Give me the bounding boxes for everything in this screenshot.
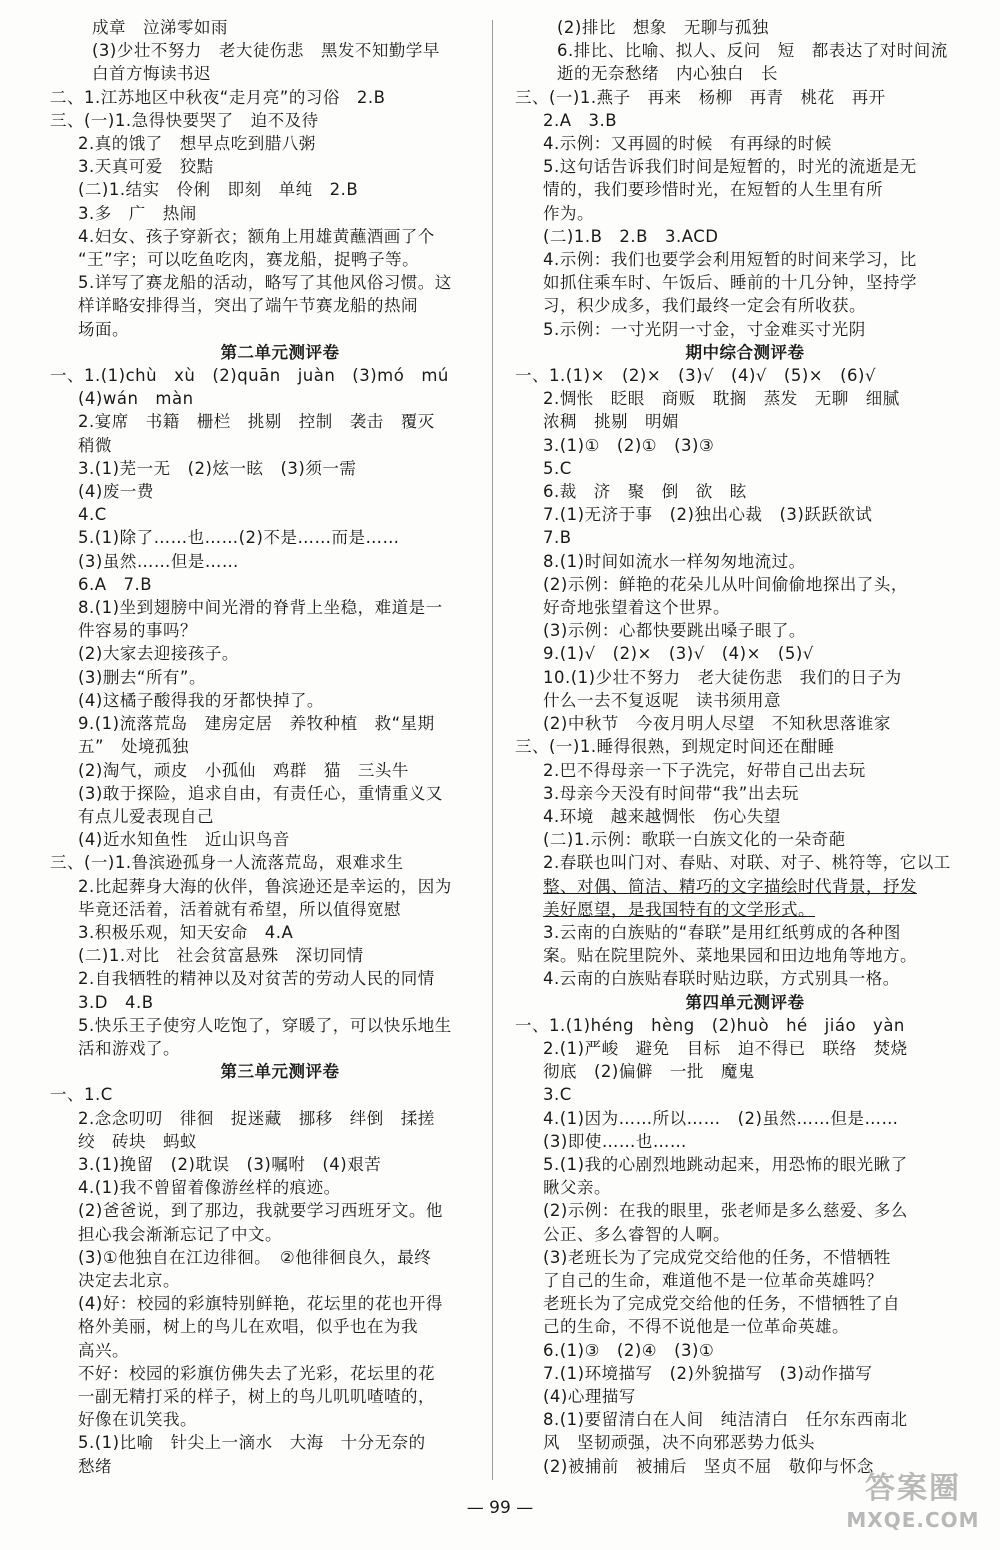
- answer-line: (2)爸爸说，到了那边，我就要学习西班牙文。他: [78, 1201, 443, 1221]
- answer-line: 3.D 4.B: [78, 992, 154, 1012]
- answer-line: (3)老班长为了完成党交给他的任务，不惜牺牲: [543, 1247, 891, 1267]
- answer-line: 高兴。: [78, 1340, 129, 1360]
- answer-line: 场面。: [78, 319, 129, 339]
- answer-line: 4.示例：我们也要学会利用短暂的时间来学习，比: [543, 250, 917, 270]
- answer-line: 一、1.(1)chù xù (2)quān juàn (3)mó mú: [50, 366, 449, 386]
- answer-line: (4)心理描写: [543, 1386, 636, 1406]
- answer-line: 4.示例：又再圆的时候 有再绿的时候: [543, 134, 832, 154]
- answer-line: (二)1.B 2.B 3.ACD: [543, 226, 719, 246]
- answer-line: 5.这句话告诉我们时间是短暂的，时光的流逝是无: [543, 157, 917, 177]
- answer-line: 2.自我牺牲的精神以及对贫苦的劳动人民的同情: [78, 969, 435, 989]
- section-heading: 第三单元测评卷: [220, 1062, 340, 1082]
- answer-line: (二)1.示例：歌联一白族文化的一朵奇葩: [543, 830, 846, 850]
- answer-line: 2.惆怅 眨眼 商贩 耽搁 蒸发 无聊 细腻: [543, 389, 900, 409]
- answer-line: 格外美丽，树上的鸟儿在欢唱，似乎也在为我: [78, 1317, 418, 1337]
- answer-line: 3.C: [543, 1085, 572, 1105]
- answer-line: 3.母亲今天没有时间带“我”出去玩: [543, 783, 799, 803]
- answer-line: 风 坚韧顽强，决不向邪恶势力低头: [543, 1433, 815, 1453]
- answer-line: 2.(1)严峻 避免 目标 迫不得已 联络 焚烧: [543, 1038, 908, 1058]
- answer-line: 5.C: [543, 458, 572, 478]
- answer-line: 稍微: [78, 435, 112, 455]
- answer-line: 5.(1)我的心剧烈地跳动起来，用恐怖的眼光瞅了: [543, 1154, 908, 1174]
- answer-line: 愁绪: [78, 1456, 112, 1476]
- section-heading: 期中综合测评卷: [685, 342, 805, 362]
- answer-line: 什么一去不复返呢 读书须用意: [543, 690, 781, 710]
- section-heading: 第二单元测评卷: [220, 342, 340, 362]
- answer-line: 一、1.C: [50, 1085, 113, 1105]
- answer-line: 案。贴在院里院外、菜地果园和田边地角等地方。: [543, 946, 917, 966]
- answer-line: 一、1.(1)× (2)× (3)√ (4)√ (5)× (6)√: [515, 366, 876, 386]
- answer-line: 如抓住乘车时、午饭后、睡前的十几分钟，坚持学: [543, 273, 917, 293]
- answer-line: “王”字；可以吃鱼吃肉，赛龙船，捉鸭子等。: [78, 250, 420, 270]
- answer-line: (2)示例：鲜艳的花朵儿从叶间偷偷地探出了头，: [543, 574, 908, 594]
- answer-line: 瞅父亲。: [543, 1178, 611, 1198]
- answer-line: 公正、多么睿智的人啊。: [543, 1224, 730, 1244]
- answer-line: 3.云南的白族贴的“春联”是用红纸剪成的各种图: [543, 922, 901, 942]
- watermark-top-text: 答案圈: [865, 1471, 961, 1506]
- answer-line: 10.(1)少壮不努力 老大徒伤悲 我们的日子为: [543, 667, 902, 687]
- answer-line: (4)这橘子酸得我的牙都快掉了。: [78, 690, 324, 710]
- answer-line: 整、对偶、简洁、精巧的文字描绘时代背景，抒发: [543, 876, 917, 896]
- answer-line: (3)少壮不努力 老大徒伤悲 黑发不知勤学早: [92, 41, 440, 61]
- answer-line: 五” 处境孤独: [78, 737, 190, 757]
- answer-line: 9.(1)流落荒岛 建房定居 养牧种植 救“星期: [78, 714, 435, 734]
- answer-line: 5.(1)除了……也……(2)不是……而是……: [78, 528, 400, 548]
- answer-line: 2.比起葬身大海的伙伴，鲁滨逊还是幸运的，因为: [78, 876, 452, 896]
- answer-line: 一副无精打采的样子，树上的鸟儿叽叽喳喳的，: [78, 1386, 435, 1406]
- answer-line: 2.巴不得母亲一下子洗完，好带自己出去玩: [543, 760, 866, 780]
- answer-line: 二、1.江苏地区中秋夜“走月亮”的习俗 2.B: [50, 87, 386, 107]
- answer-line: (2)排比 想象 无聊与孤独: [557, 18, 769, 37]
- answer-line: 4.C: [78, 505, 107, 525]
- watermark-logo: [838, 1470, 988, 1542]
- right-column: [515, 16, 975, 1478]
- answer-line: 习，积少成多，我们最终一定会有所收获。: [543, 296, 866, 316]
- answer-line: (2)示例：在我的眼里，张老师是多么慈爱、多么: [543, 1201, 908, 1221]
- answer-line: 2.念念叨叨 徘徊 捉迷藏 挪移 绊倒 揉搓: [78, 1108, 435, 1128]
- answer-line: 4.妇女、孩子穿新衣；额角上用雄黄蘸酒画了个: [78, 226, 435, 246]
- answer-line: 绞 砖块 蚂蚁: [78, 1131, 197, 1151]
- answer-line: 2.真的饿了 想早点吃到腊八粥: [78, 134, 316, 154]
- answer-line: 2.宴席 书籍 栅栏 挑剔 控制 袭击 覆灭: [78, 412, 435, 432]
- answer-line: (4)wán màn: [78, 389, 194, 409]
- answer-line: 有点儿爱表现自己: [78, 806, 214, 826]
- answer-line: 4.(1)因为……所以…… (2)虽然……但是……: [543, 1108, 899, 1128]
- answer-line: 老班长为了完成党交给他的任务，不惜牺牲了自: [543, 1294, 900, 1314]
- answer-line: 3.(1)① (2)① (3)③: [543, 435, 715, 455]
- answer-line: 5.示例：一寸光阴一寸金，寸金难买寸光阴: [543, 319, 866, 339]
- answer-line: 美好愿望，是我国特有的文学形式。: [543, 899, 815, 919]
- answer-line: (3)虽然……但是……: [78, 551, 239, 571]
- answer-line: 5.详写了赛龙船的活动，略写了其他风俗习惯。这: [78, 273, 452, 293]
- answer-line: 三、(一)1.鲁滨逊孤身一人流落荒岛，艰难求生: [50, 853, 404, 873]
- answer-line: 5.快乐王子使穷人吃饱了，穿暖了，可以快乐地生: [78, 1015, 452, 1035]
- answer-line: 4.(1)我不曾留着像游丝样的痕迹。: [78, 1178, 341, 1198]
- answer-line: 6.排比、比喻、拟人、反问 短 都表达了对时间流: [557, 41, 948, 61]
- answer-line: 8.(1)时间如流水一样匆匆地流过。: [543, 551, 806, 571]
- answer-line: 3.(1)芜一无 (2)炫一眩 (3)须一需: [78, 458, 357, 478]
- answer-line: 好像在讥笑我。: [78, 1410, 197, 1430]
- answer-line: 三、(一)1.睡得很熟，到规定时间还在酣睡: [515, 737, 835, 757]
- answer-line: 3.天真可爱 狡黠: [78, 157, 214, 177]
- answer-line: 6.裁 济 聚 倒 欲 眩: [543, 482, 747, 502]
- answer-line: (3)删去“所有”。: [78, 667, 206, 687]
- answer-line: 一、1.(1)héng hèng (2)huò hé jiáo yàn: [515, 1015, 905, 1035]
- answer-line: (2)淘气，顽皮 小孤仙 鸡群 猫 三头牛: [78, 760, 409, 780]
- answer-line: 了自己的生命，难道他不是一位革命英雄吗？: [543, 1270, 883, 1290]
- answer-line: 担心我会渐渐忘记了中文。: [78, 1224, 282, 1244]
- answer-line: 9.(1)√ (2)× (3)√ (4)× (5)√: [543, 644, 814, 664]
- answer-line: (3)即使……也……: [543, 1131, 687, 1151]
- answer-line: (2)大家去迎接孩子。: [78, 644, 239, 664]
- answer-line: 6.(1)③ (2)④ (3)①: [543, 1340, 715, 1360]
- answer-line: 7.(1)无济于事 (2)独出心裁 (3)跃跃欲试: [543, 505, 873, 525]
- answer-line: 7.(1)环境描写 (2)外貌描写 (3)动作描写: [543, 1363, 873, 1383]
- watermark-bottom-text: MXQE.COM: [846, 1508, 980, 1532]
- answer-line: 3.(1)挽留 (2)耽误 (3)嘱咐 (4)艰苦: [78, 1154, 382, 1174]
- answer-line: 逝的无奈愁绪 内心独白 长: [557, 64, 778, 84]
- answer-line: (2)中秋节 今夜月明人尽望 不知秋思落谁家: [543, 714, 891, 734]
- answer-line: (4)好：校园的彩旗特别鲜艳，花坛里的花也开得: [78, 1294, 443, 1314]
- answer-line: (3)示例：心都快要跳出嗓子眼了。: [543, 621, 806, 641]
- answer-line: 3.积极乐观，知天安命 4.A: [78, 922, 294, 942]
- left-column: [50, 16, 510, 1478]
- answer-line: (4)近水知鱼性 近山识鸟音: [78, 830, 290, 850]
- answer-line: (3)①他独自在江边徘徊。 ②他徘徊良久，最终: [78, 1247, 432, 1267]
- answer-line: 成章 泣涕零如雨: [92, 18, 228, 37]
- answer-line: (二)1.结实 伶俐 即刻 单纯 2.B: [78, 180, 359, 200]
- answer-line: 己的生命，不得不说他是一位革命英雄。: [543, 1317, 849, 1337]
- answer-line: 活和游戏了。: [78, 1038, 180, 1058]
- answer-line: 样详略安排得当，突出了端午节赛龙船的热闹: [78, 296, 418, 316]
- answer-line: 2.春联也叫门对、春贴、对联、对子、桃符等，它以工: [543, 853, 951, 873]
- answer-line: 白首方悔读书迟: [92, 64, 211, 84]
- answer-line: (3)敢于探险，追求自由，有责任心，重情重义又: [78, 783, 443, 803]
- answer-line: 6.A 7.B: [78, 574, 153, 594]
- answer-line: 件容易的事吗？: [78, 621, 197, 641]
- answer-line: 毕竟还活着，活着就有希望，所以值得宽慰: [78, 899, 401, 919]
- answer-line: 作为。: [543, 203, 594, 223]
- page-number: — 99 —: [466, 1498, 534, 1518]
- answer-line: 5.(1)比喻 针尖上一滴水 大海 十分无奈的: [78, 1433, 426, 1453]
- answer-line: 三、(一)1.燕子 再来 杨柳 再青 桃花 再开: [515, 87, 886, 107]
- answer-line: 3.多 广 热闹: [78, 203, 197, 223]
- answer-line: 不好：校园的彩旗仿佛失去了光彩，花坛里的花: [78, 1363, 435, 1383]
- answer-line: (二)1.对比 社会贫富悬殊 深切同情: [78, 946, 364, 966]
- answer-line: 浓稠 挑剔 明媚: [543, 412, 679, 432]
- column-divider: [492, 20, 493, 1480]
- answer-line: 彻底 (2)偏僻 一批 魔鬼: [543, 1062, 755, 1082]
- answer-line: 8.(1)要留清白在人间 纯洁清白 任尔东西南北: [543, 1410, 908, 1430]
- answer-line: (4)废一费: [78, 482, 154, 502]
- answer-line: 2.A 3.B: [543, 110, 618, 130]
- answer-line: 三、(一)1.急得快要哭了 迫不及待: [50, 110, 319, 130]
- answer-line: 情的，我们要珍惜时光，在短暂的人生里有所: [543, 180, 883, 200]
- answer-line: 好奇地张望着这个世界。: [543, 598, 730, 618]
- answer-line: 7.B: [543, 528, 572, 548]
- answer-line: 8.(1)坐到翅膀中间光滑的脊背上坐稳，难道是一: [78, 598, 443, 618]
- answer-line: 4.云南的白族贴春联时贴边联，方式别具一格。: [543, 969, 900, 989]
- answer-line: (2)被捕前 被捕后 坚贞不屈 敬仰与怀念: [543, 1456, 874, 1476]
- answer-line: 4.环境 越来越惆怅 伤心失望: [543, 806, 781, 826]
- section-heading: 第四单元测评卷: [685, 992, 805, 1012]
- answer-line: 决定去北京。: [78, 1270, 180, 1290]
